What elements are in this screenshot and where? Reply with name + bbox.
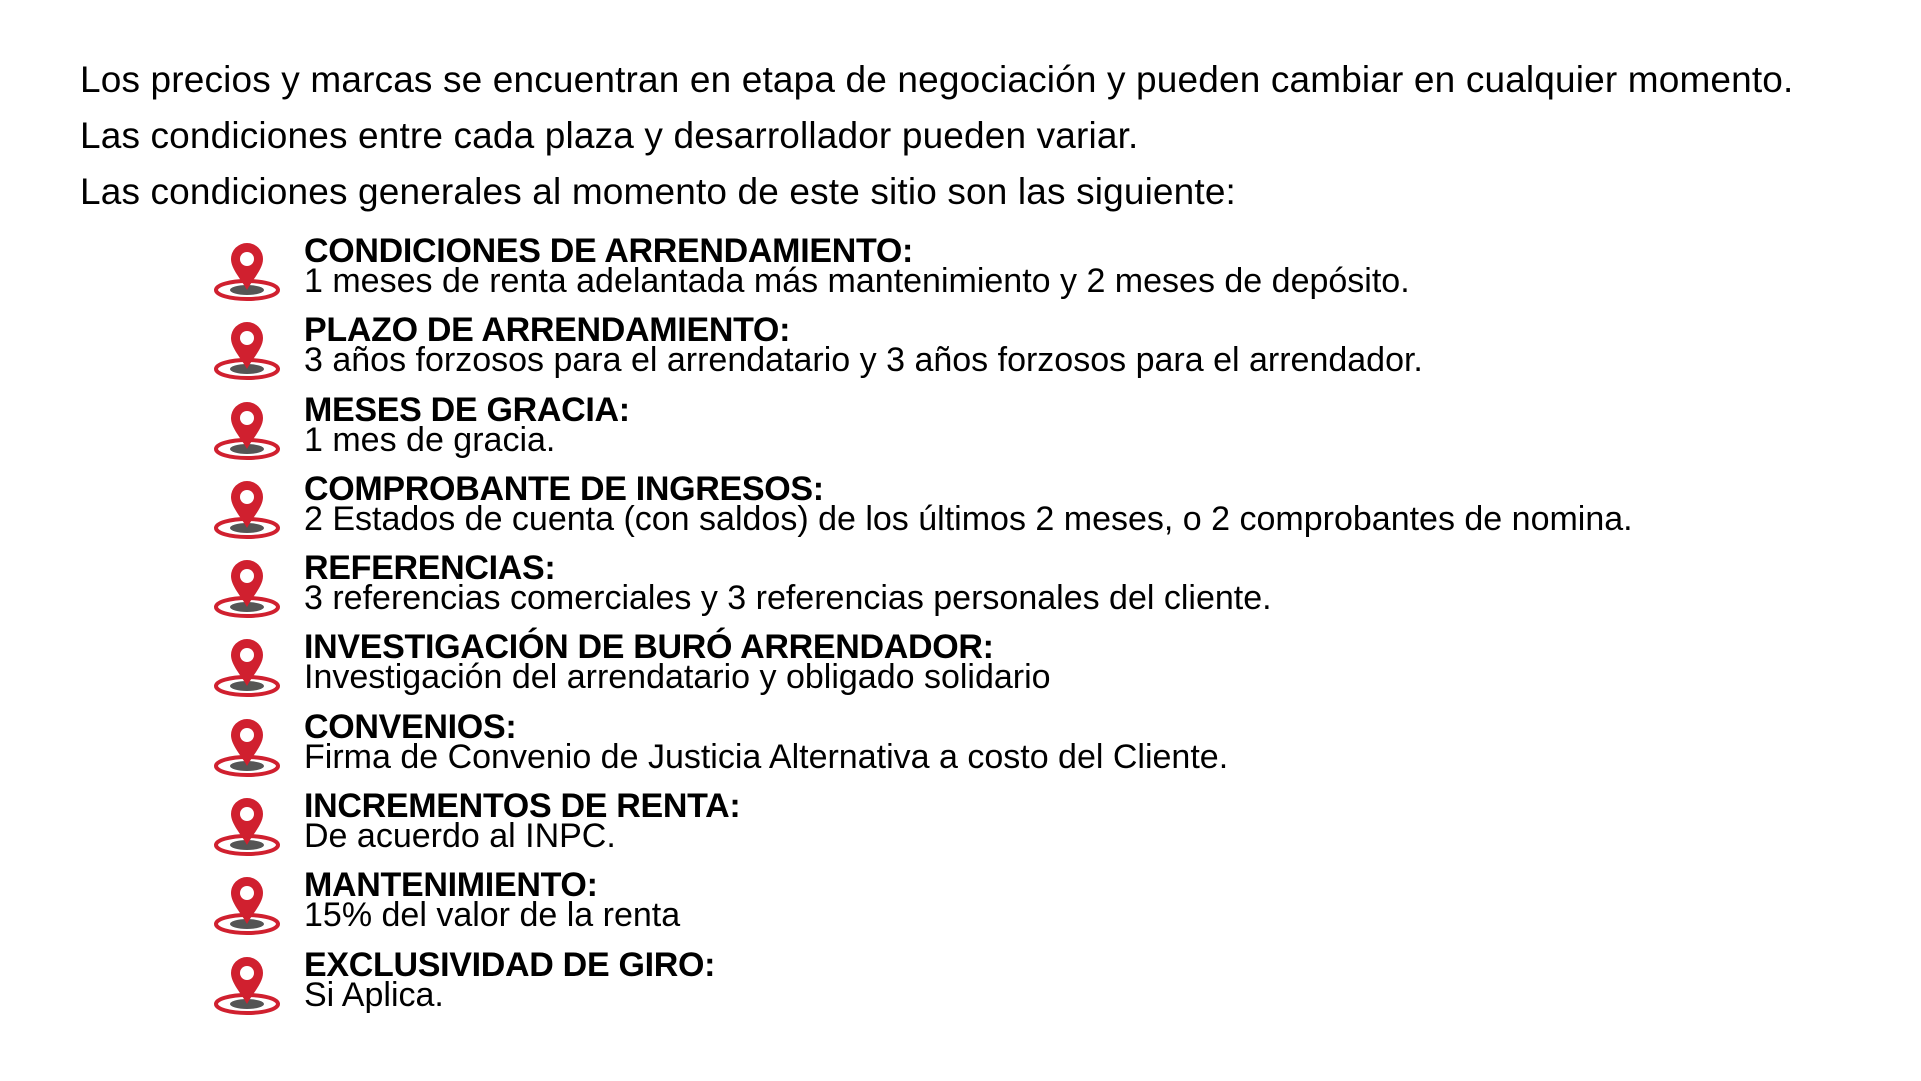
location-pin-icon [212,872,282,936]
condition-title: CONDICIONES DE ARRENDAMIENTO: [304,232,913,270]
condition-item [212,707,1862,791]
condition-description: 3 referencias comerciales y 3 referencias personales del cliente. [304,579,1272,618]
condition-item [212,549,1862,632]
location-pin-icon [212,238,282,302]
condition-item [212,628,1862,711]
condition-title: PLAZO DE ARRENDAMIENTO: [304,311,791,350]
location-pin-icon [212,317,282,381]
condition-description: 2 Estados de cuenta (con saldos) de los últimos 2 meses, o 2 comprobantes de nomina. [304,499,1633,538]
location-pin-icon [212,476,282,540]
condition-item [212,866,1862,949]
condition-title: MESES DE GRACIA: [304,390,630,429]
condition-title: EXCLUSIVIDAD DE GIRO: [304,945,716,984]
location-pin-icon [212,555,282,619]
condition-title: INVESTIGACIÓN DE BURÓ ARRENDADOR: [304,628,994,667]
condition-title: COMPROBANTE DE INGRESOS: [304,469,824,508]
condition-description: De acuerdo al INPC. [304,817,616,856]
conditions-list [212,232,1862,1029]
condition-item [212,232,1862,315]
location-pin-icon [212,952,282,1016]
condition-title: CONVENIOS: [304,707,517,746]
condition-title: INCREMENTOS DE RENTA: [304,787,741,826]
location-pin-icon [212,397,282,461]
intro-line-negotiation: Los precios y marcas se encuentran en etapa de negociación y pueden cambiar en cualquier momento. [80,59,1794,100]
intro-text [80,52,1880,220]
condition-item [212,390,1862,474]
intro-line-general-conditions: Las condiciones generales al momento de este sitio son las siguiente: [80,171,1236,212]
location-pin-icon [212,793,282,857]
condition-item [212,945,1862,1029]
location-pin-icon [212,714,282,778]
condition-description: 1 meses de renta adelantada más mantenimiento y 2 meses de depósito. [304,262,1410,300]
condition-description: Si Aplica. [304,975,444,1014]
condition-title: MANTENIMIENTO: [304,866,598,905]
condition-item [212,469,1862,553]
condition-description: 3 años forzosos para el arrendatario y 3 años forzosos para el arrendador. [304,341,1423,380]
condition-description: 15% del valor de la renta [304,896,681,935]
condition-item [212,787,1862,870]
intro-line-variation: Las condiciones entre cada plaza y desarrollador pueden variar. [80,115,1139,156]
condition-item [212,311,1862,394]
condition-description: Firma de Convenio de Justicia Alternativa a costo del Cliente. [304,737,1229,776]
condition-description: 1 mes de gracia. [304,420,556,459]
condition-title: REFERENCIAS: [304,549,556,588]
location-pin-icon [212,634,282,698]
condition-description: Investigación del arrendatario y obligado solidario [304,658,1051,697]
